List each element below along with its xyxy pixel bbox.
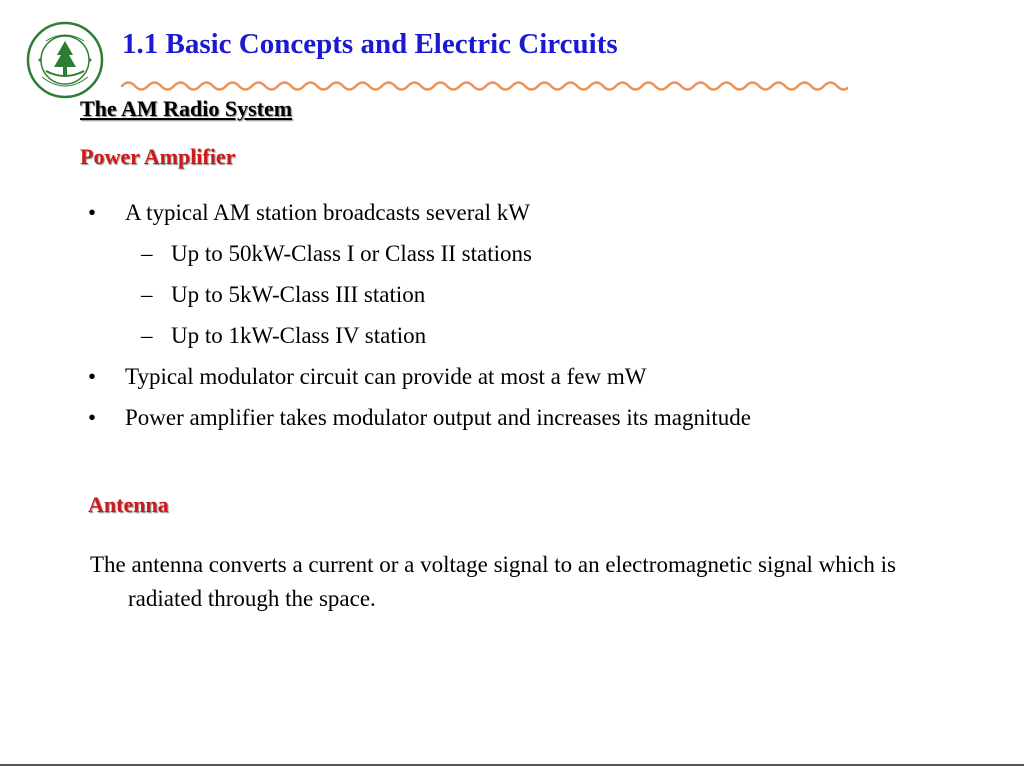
bullet-item: [88, 360, 808, 394]
sub-bullet-marker: –: [141, 282, 153, 307]
footer-divider: [0, 764, 1024, 766]
bullet-marker: •: [88, 200, 97, 225]
section-title: The AM Radio System: [80, 96, 293, 121]
sub-bullet-item: [88, 278, 808, 312]
power-amplifier-bullet-list: [88, 196, 808, 435]
bullet-item: [88, 196, 808, 230]
bullet-marker: •: [88, 364, 97, 389]
bullet-text: Typical modulator circuit can provide at most a few mW: [125, 364, 647, 389]
bullet-text: A typical AM station broadcasts several kW: [125, 200, 530, 225]
sub-bullet-text: Up to 50kW-Class I or Class II stations: [171, 241, 532, 266]
antenna-paragraph: The antenna converts a current or a voltage signal to an electromagnetic signal which is radiated through the space.: [90, 552, 896, 611]
power-amplifier-heading: Power Amplifier: [80, 144, 236, 169]
sub-bullet-marker: –: [141, 241, 153, 266]
sub-bullet-item: [88, 319, 808, 353]
decorative-wave-divider: [118, 76, 848, 92]
antenna-heading: Antenna: [88, 492, 169, 517]
bullet-item: [88, 401, 808, 435]
sub-bullet-text: Up to 1kW-Class IV station: [171, 323, 427, 348]
bullet-text: Power amplifier takes modulator output and increases its magnitude: [125, 405, 751, 430]
slide-title: 1.1 Basic Concepts and Electric Circuits: [122, 28, 618, 60]
sub-bullet-text: Up to 5kW-Class III station: [171, 282, 426, 307]
sub-bullet-marker: –: [141, 323, 153, 348]
university-logo: [26, 21, 104, 99]
bullet-marker: •: [88, 405, 97, 430]
sub-bullet-item: [88, 237, 808, 271]
